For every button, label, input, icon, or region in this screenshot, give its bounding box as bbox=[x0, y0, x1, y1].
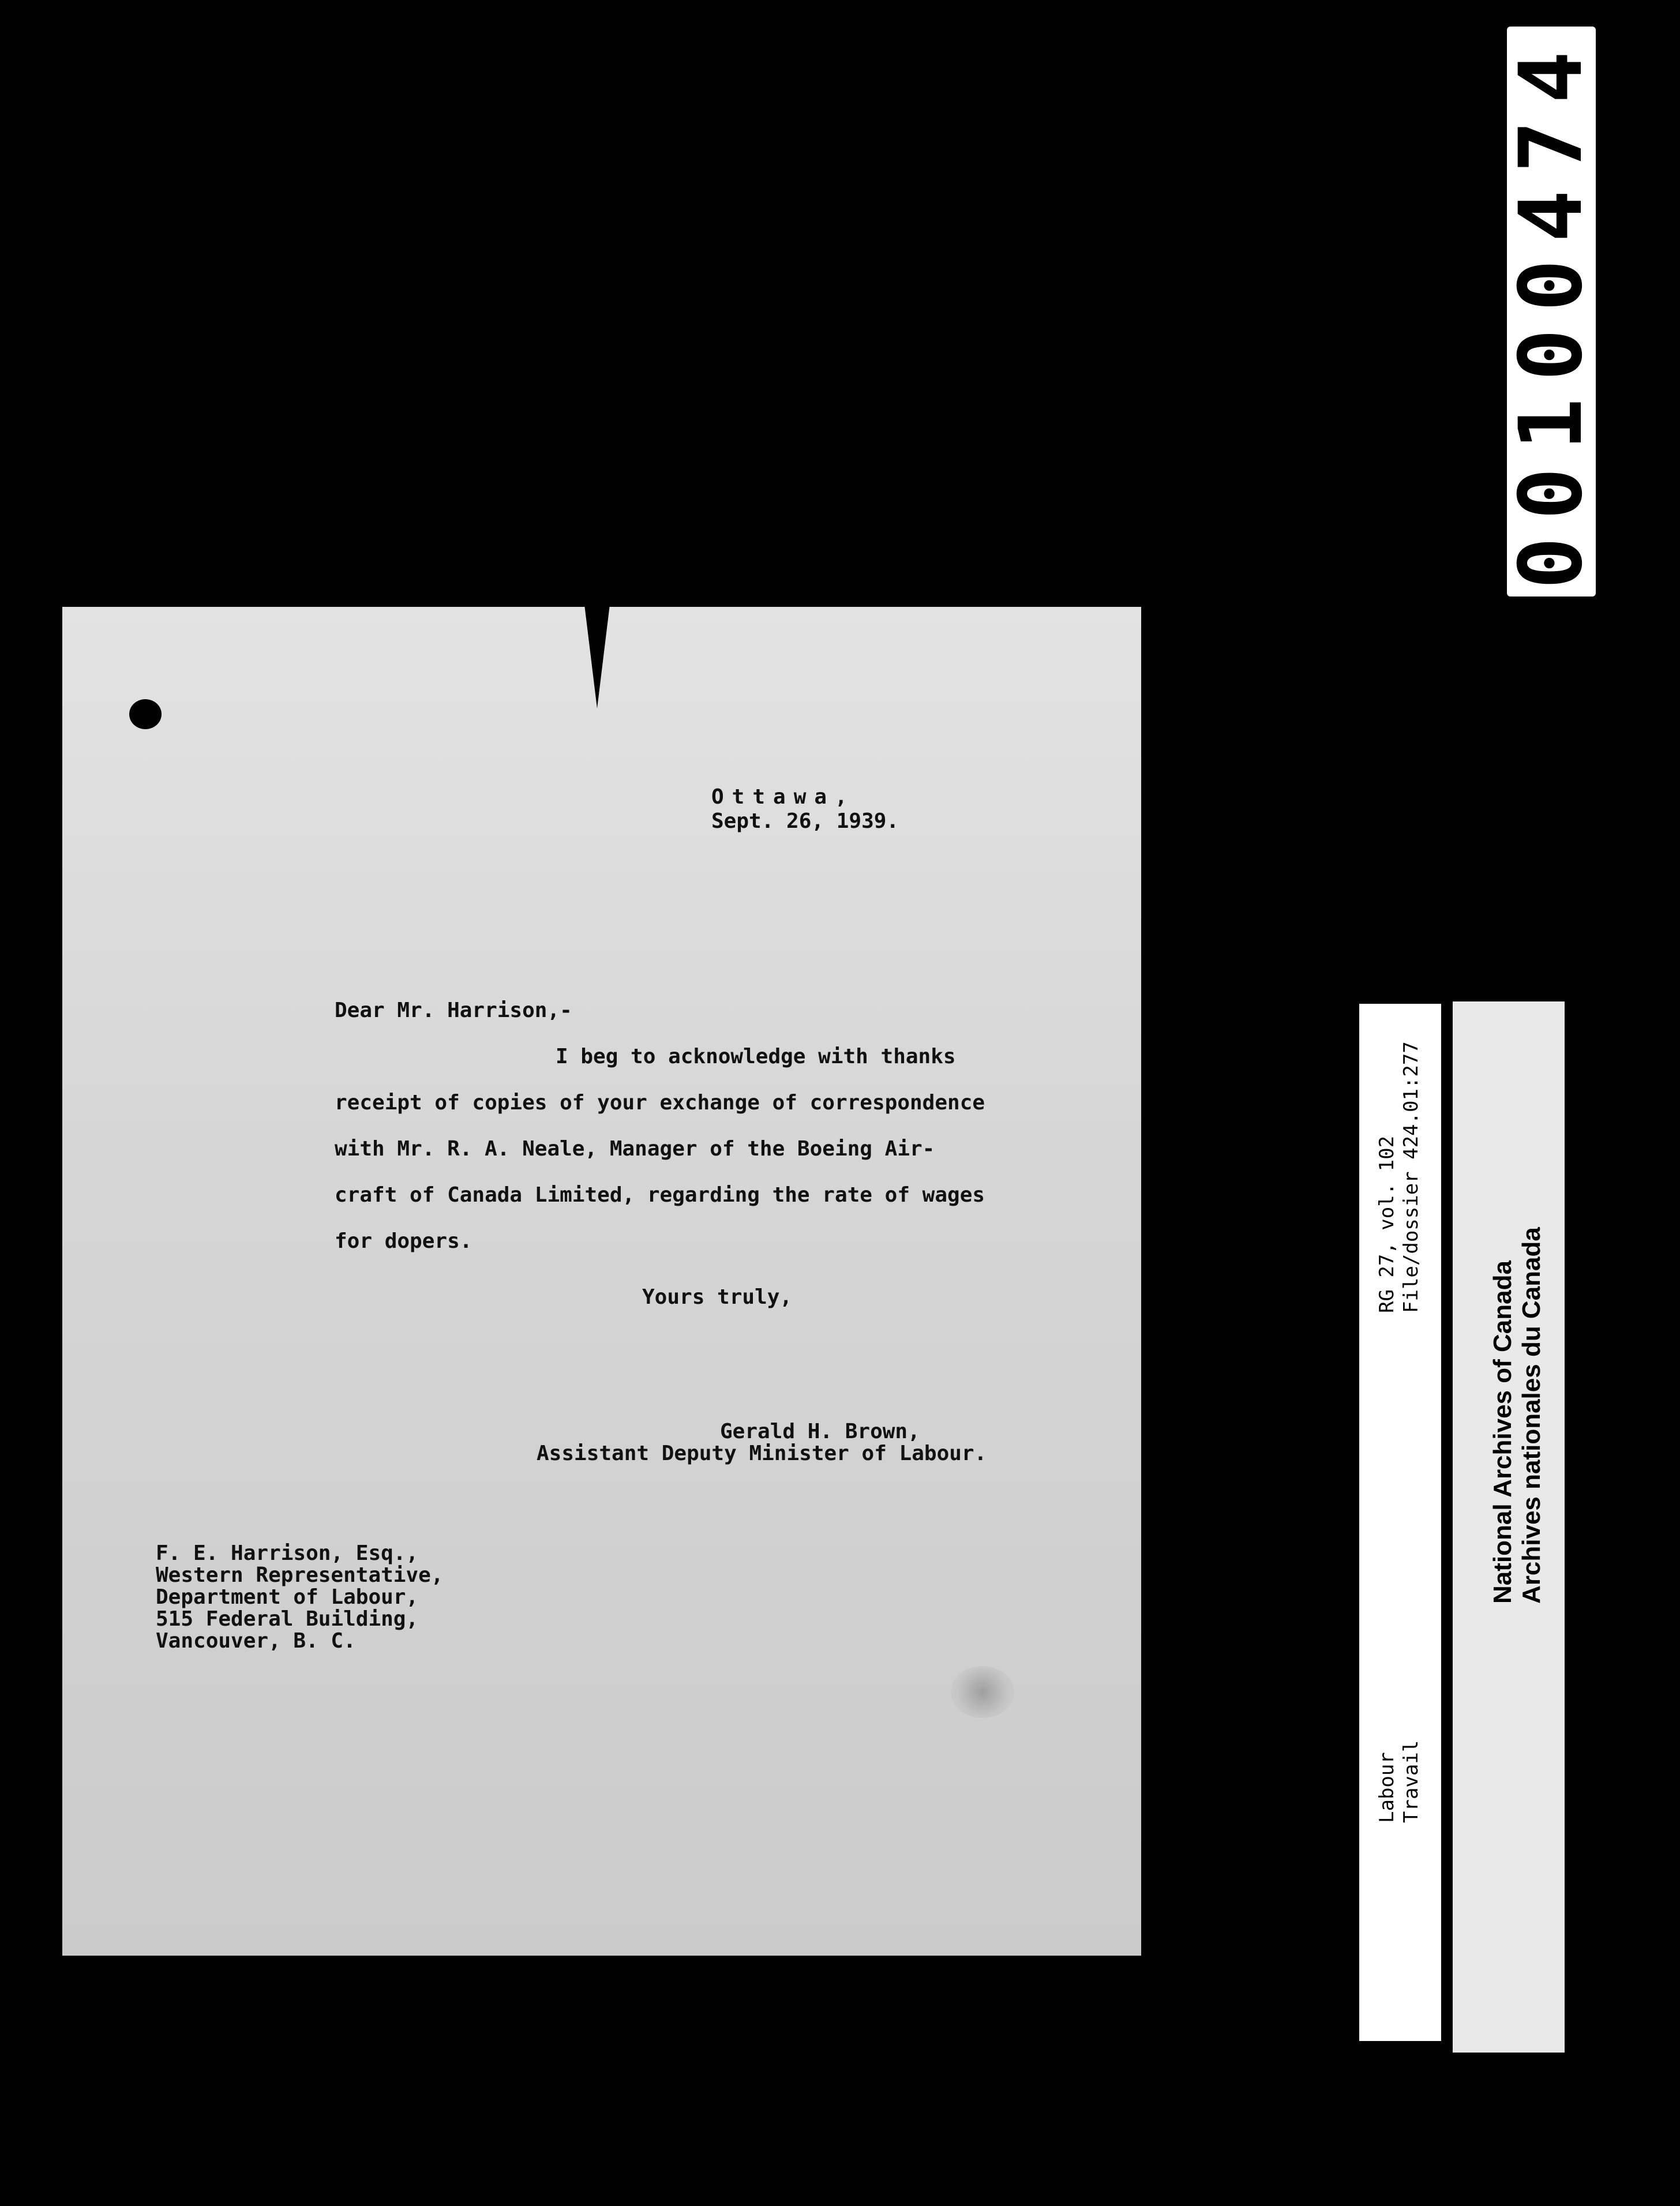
letter-page bbox=[62, 607, 1141, 1956]
letter-salutation: Dear Mr. Harrison,- bbox=[335, 999, 572, 1022]
letter-body-line: for dopers. bbox=[335, 1229, 472, 1253]
recipient-address-line: 515 Federal Building, bbox=[156, 1607, 419, 1631]
signature-title: Assistant Deputy Minister of Labour. bbox=[537, 1442, 987, 1465]
letter-place: Ottawa, bbox=[711, 785, 856, 809]
paper-tear bbox=[584, 605, 610, 708]
recipient-address-line: Western Representative, bbox=[156, 1563, 444, 1587]
archive-reference-file: File/dossier 424.01:277 bbox=[1400, 1041, 1423, 1313]
punch-hole bbox=[129, 699, 162, 729]
recipient-address-line: Department of Labour, bbox=[156, 1585, 419, 1609]
letter-body-line: receipt of copies of your exchange of correspondence bbox=[335, 1091, 985, 1115]
signature-name: Gerald H. Brown, bbox=[720, 1420, 920, 1443]
paper-stain bbox=[951, 1666, 1014, 1718]
archive-department-en: Labour bbox=[1375, 1752, 1398, 1823]
letter-date: Sept. 26, 1939. bbox=[711, 809, 899, 833]
archive-reference-volume: RG 27, vol. 102 bbox=[1375, 1135, 1398, 1313]
letter-body-line: craft of Canada Limited, regarding the rate of wages bbox=[335, 1183, 985, 1207]
frame-number: 00100474 bbox=[1501, 33, 1602, 590]
archive-institution-fr: Archives nationales du Canada bbox=[1517, 1227, 1546, 1604]
archive-department-fr: Travail bbox=[1400, 1740, 1423, 1823]
letter-body-line: with Mr. R. A. Neale, Manager of the Boeing Air- bbox=[335, 1137, 935, 1161]
recipient-address-line: Vancouver, B. C. bbox=[156, 1629, 356, 1653]
recipient-address-line: F. E. Harrison, Esq., bbox=[156, 1541, 419, 1565]
frame-number-strip bbox=[1501, 27, 1602, 596]
letter-closing: Yours truly, bbox=[642, 1285, 793, 1309]
letter-body-line: I beg to acknowledge with thanks bbox=[556, 1045, 956, 1068]
archive-institution-en: National Archives of Canada bbox=[1488, 1260, 1517, 1604]
